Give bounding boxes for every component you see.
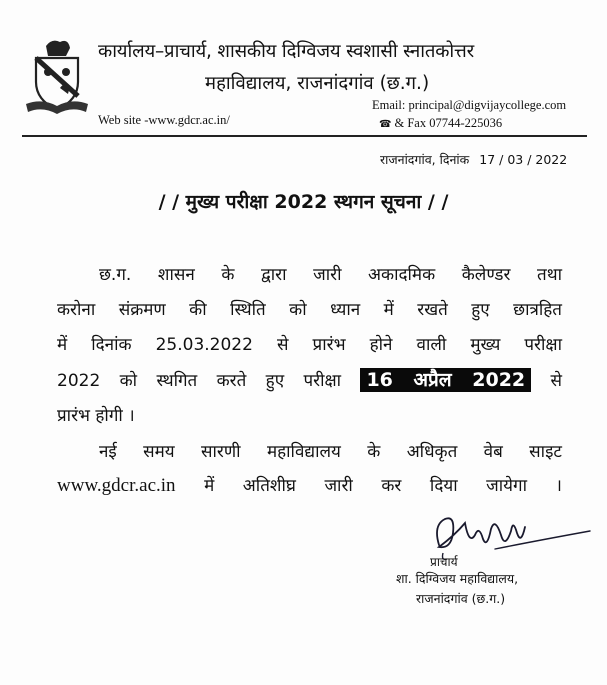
para1-line4-before: 2022 को स्थगित करते हुए परीक्षा [57,371,342,391]
header-website: Web site -www.gdcr.ac.in/ [98,113,230,127]
website-link-text: www.gdcr.ac.in [57,475,176,496]
para1-line: करोना संक्रमण की स्थिति को ध्यान में रखते हुए छात्रहित [57,300,562,320]
para2-line2-rest: में अतिशीघ्र जारी कर दिया जायेगा । [204,476,562,496]
header-divider [22,135,587,137]
para1-line: छ.ग. शासन के द्वारा जारी अकादमिक कैलेण्डर तथा [99,265,562,285]
notice-title: / / मुख्य परीक्षा 2022 स्थगन सूचना / / [158,191,449,213]
header-phone-text: & Fax 07744-225036 [394,116,503,130]
header-phone [379,116,502,131]
notice-paragraph-1 [57,258,562,434]
para1-line4-after: से [550,371,563,391]
header-email: Email: principal@digvijaycollege.com [372,98,567,112]
para2-line-1: नई समय सारणी महाविद्यालय के अधिकृत वेब साइट [99,442,562,462]
notice-date [380,151,567,168]
telephone-icon: ☎ [379,119,392,130]
college-emblem-icon [22,36,92,114]
exam-date-highlight: 16 अप्रैल 2022 [360,368,531,392]
notice-paragraph-2 [57,436,562,503]
date-label: राजनांदगांव, दिनांक [380,152,470,167]
para1-line: में दिनांक 25.03.2022 से प्रारंभ होने वाली मुख्य परीक्षा [57,335,562,355]
para1-line-5: प्रारंभ होगी । [57,406,135,426]
para1-line-4 [57,363,562,399]
signatory-college: शा. दिग्विजय महाविद्यालय, [396,571,519,586]
header-title-line2: महाविद्यालय, राजनांदगांव (छ.ग.) [205,73,430,94]
header-title-line1: कार्यालय–प्राचार्य, शासकीय दिग्विजय स्वशासी स्नातकोत्तर [98,41,474,62]
para2-line-2 [57,469,562,503]
signatory-title: प्राचार्य [430,555,458,569]
signatory-city: राजनांदगांव (छ.ग.) [416,591,506,606]
date-value: 17 / 03 / 2022 [479,152,568,167]
